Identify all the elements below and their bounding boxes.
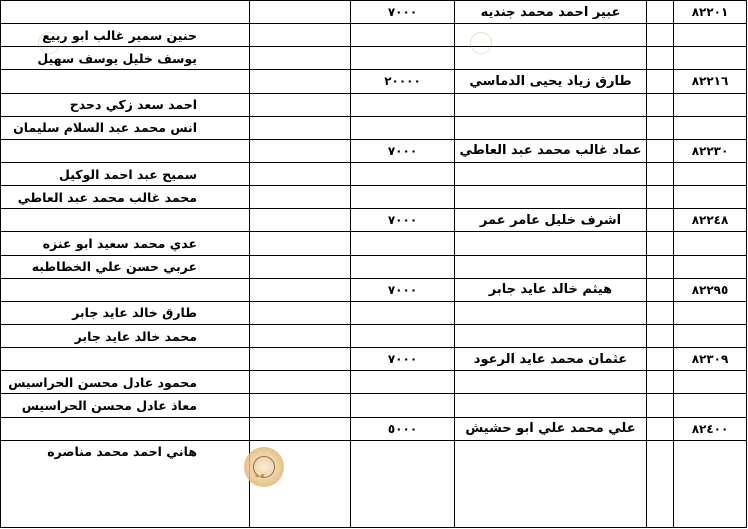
empty-cell	[351, 24, 455, 47]
empty-cell	[250, 348, 351, 371]
borrower-name: طارق زياد يحيى الدماسي	[455, 70, 647, 93]
guarantor-name: محمد خالد عايد جابر	[1, 324, 250, 347]
empty-cell	[351, 162, 455, 185]
guarantor-cell-empty	[1, 417, 250, 440]
empty-cell	[647, 255, 674, 278]
empty-cell	[647, 371, 674, 394]
loan-id: ٨٢٤٠٠	[674, 417, 747, 440]
empty-cell	[351, 232, 455, 255]
empty-cell	[250, 1, 351, 24]
empty-cell	[351, 186, 455, 209]
empty-cell	[250, 116, 351, 139]
empty-cell	[351, 93, 455, 116]
empty-cell	[455, 186, 647, 209]
empty-cell	[455, 324, 647, 347]
loan-id: ٨٢٣٠٩	[674, 348, 747, 371]
empty-cell	[674, 255, 747, 278]
guarantor-cell-empty	[1, 209, 250, 232]
guarantor-row	[1, 24, 747, 47]
empty-cell	[647, 324, 674, 347]
empty-cell	[647, 348, 674, 371]
empty-cell	[455, 371, 647, 394]
loan-amount: ٢٠٠٠٠	[351, 70, 455, 93]
borrower-name: عبير احمد محمد جنديه	[455, 1, 647, 24]
empty-cell	[674, 394, 747, 417]
empty-cell	[455, 24, 647, 47]
empty-cell	[455, 301, 647, 324]
empty-cell	[250, 24, 351, 47]
borrower-name: اشرف خليل عامر عمر	[455, 209, 647, 232]
empty-cell	[250, 47, 351, 70]
loan-id: ٨٢٢٤٨	[674, 209, 747, 232]
guarantor-name: طارق خالد عايد جابر	[1, 301, 250, 324]
empty-cell	[250, 324, 351, 347]
empty-cell	[647, 186, 674, 209]
empty-cell	[351, 324, 455, 347]
guarantor-row	[1, 186, 747, 209]
loan-id: ٨٢٢١٦	[674, 70, 747, 93]
empty-cell	[250, 278, 351, 301]
empty-cell	[250, 70, 351, 93]
loan-amount: ٧٠٠٠	[351, 209, 455, 232]
empty-cell	[674, 440, 747, 527]
empty-cell	[351, 371, 455, 394]
guarantor-name: انس محمد عبد السلام سليمان	[1, 116, 250, 139]
empty-cell	[647, 162, 674, 185]
empty-cell	[250, 255, 351, 278]
empty-cell	[351, 301, 455, 324]
loan-amount: ٧٠٠٠	[351, 139, 455, 162]
loan-row	[1, 70, 747, 93]
guarantor-name: محمد غالب محمد عبد العاطي	[1, 186, 250, 209]
empty-cell	[647, 394, 674, 417]
loan-amount: ٥٠٠٠	[351, 417, 455, 440]
guarantor-name: يوسف خليل يوسف سهيل	[1, 47, 250, 70]
empty-cell	[647, 24, 674, 47]
empty-cell	[455, 93, 647, 116]
loan-id: ٨٢٢٠١	[674, 1, 747, 24]
empty-cell	[250, 301, 351, 324]
empty-cell	[351, 255, 455, 278]
guarantor-row	[1, 301, 747, 324]
empty-cell	[647, 417, 674, 440]
empty-cell	[455, 394, 647, 417]
empty-cell	[647, 278, 674, 301]
loan-row	[1, 278, 747, 301]
guarantor-row	[1, 116, 747, 139]
empty-cell	[647, 1, 674, 24]
loan-row	[1, 417, 747, 440]
guarantor-cell-empty	[1, 70, 250, 93]
loan-amount: ٧٠٠٠	[351, 348, 455, 371]
empty-cell	[351, 116, 455, 139]
empty-cell	[351, 394, 455, 417]
guarantor-name: عدي محمد سعيد ابو عنزه	[1, 232, 250, 255]
empty-cell	[647, 232, 674, 255]
empty-cell	[250, 440, 351, 527]
empty-cell	[647, 139, 674, 162]
empty-cell	[674, 186, 747, 209]
empty-cell	[250, 232, 351, 255]
guarantor-row	[1, 232, 747, 255]
guarantor-row	[1, 440, 747, 527]
guarantor-cell-empty	[1, 348, 250, 371]
empty-cell	[250, 417, 351, 440]
empty-cell	[674, 93, 747, 116]
loan-row	[1, 348, 747, 371]
guarantor-name: حنين سمير غالب ابو ربيع	[1, 24, 250, 47]
borrower-name: عماد غالب محمد عبد العاطي	[455, 139, 647, 162]
empty-cell	[455, 162, 647, 185]
empty-cell	[250, 186, 351, 209]
empty-cell	[647, 70, 674, 93]
empty-cell	[674, 324, 747, 347]
empty-cell	[351, 440, 455, 527]
seal-decoration: ••	[254, 472, 266, 482]
loan-row	[1, 209, 747, 232]
borrower-name: علي محمد علي ابو حشيش	[455, 417, 647, 440]
empty-cell	[250, 371, 351, 394]
guarantor-row	[1, 394, 747, 417]
empty-cell	[250, 93, 351, 116]
guarantor-name: احمد سعد زكي دحدح	[1, 93, 250, 116]
empty-cell	[455, 440, 647, 527]
guarantor-cell-empty	[1, 139, 250, 162]
empty-cell	[250, 162, 351, 185]
loan-amount: ٧٠٠٠	[351, 278, 455, 301]
empty-cell	[250, 394, 351, 417]
guarantor-cell-empty	[1, 1, 250, 24]
empty-cell	[674, 162, 747, 185]
guarantor-name: هاني احمد محمد مناصره	[1, 440, 250, 527]
empty-cell	[674, 47, 747, 70]
loan-amount: ٧٠٠٠	[351, 1, 455, 24]
guarantor-name: عربي حسن علي الخطاطبه	[1, 255, 250, 278]
loan-row	[1, 139, 747, 162]
empty-cell	[674, 371, 747, 394]
guarantor-name: معاذ عادل محسن الحراسيس	[1, 394, 250, 417]
empty-cell	[647, 93, 674, 116]
empty-cell	[455, 116, 647, 139]
guarantor-name: سميح عبد احمد الوكيل	[1, 162, 250, 185]
guarantor-cell-empty	[1, 278, 250, 301]
guarantor-row	[1, 255, 747, 278]
loan-row	[1, 1, 747, 24]
empty-cell	[674, 24, 747, 47]
borrower-name: عثمان محمد عايد الرعود	[455, 348, 647, 371]
borrower-name: هيثم خالد عايد جابر	[455, 278, 647, 301]
loans-table-body	[1, 1, 747, 528]
empty-cell	[674, 301, 747, 324]
empty-cell	[647, 209, 674, 232]
empty-cell	[674, 116, 747, 139]
empty-cell	[455, 232, 647, 255]
guarantor-row	[1, 47, 747, 70]
empty-cell	[455, 255, 647, 278]
empty-cell	[250, 139, 351, 162]
empty-cell	[250, 209, 351, 232]
empty-cell	[351, 47, 455, 70]
guarantor-row	[1, 371, 747, 394]
empty-cell	[647, 440, 674, 527]
guarantor-row	[1, 324, 747, 347]
empty-cell	[647, 47, 674, 70]
guarantor-row	[1, 162, 747, 185]
empty-cell	[647, 301, 674, 324]
guarantor-name: محمود عادل محسن الحراسيس	[1, 371, 250, 394]
empty-cell	[647, 116, 674, 139]
loan-id: ٨٢٢٣٠	[674, 139, 747, 162]
empty-cell	[674, 232, 747, 255]
guarantor-row	[1, 93, 747, 116]
empty-cell	[455, 47, 647, 70]
loan-id: ٨٢٢٩٥	[674, 278, 747, 301]
